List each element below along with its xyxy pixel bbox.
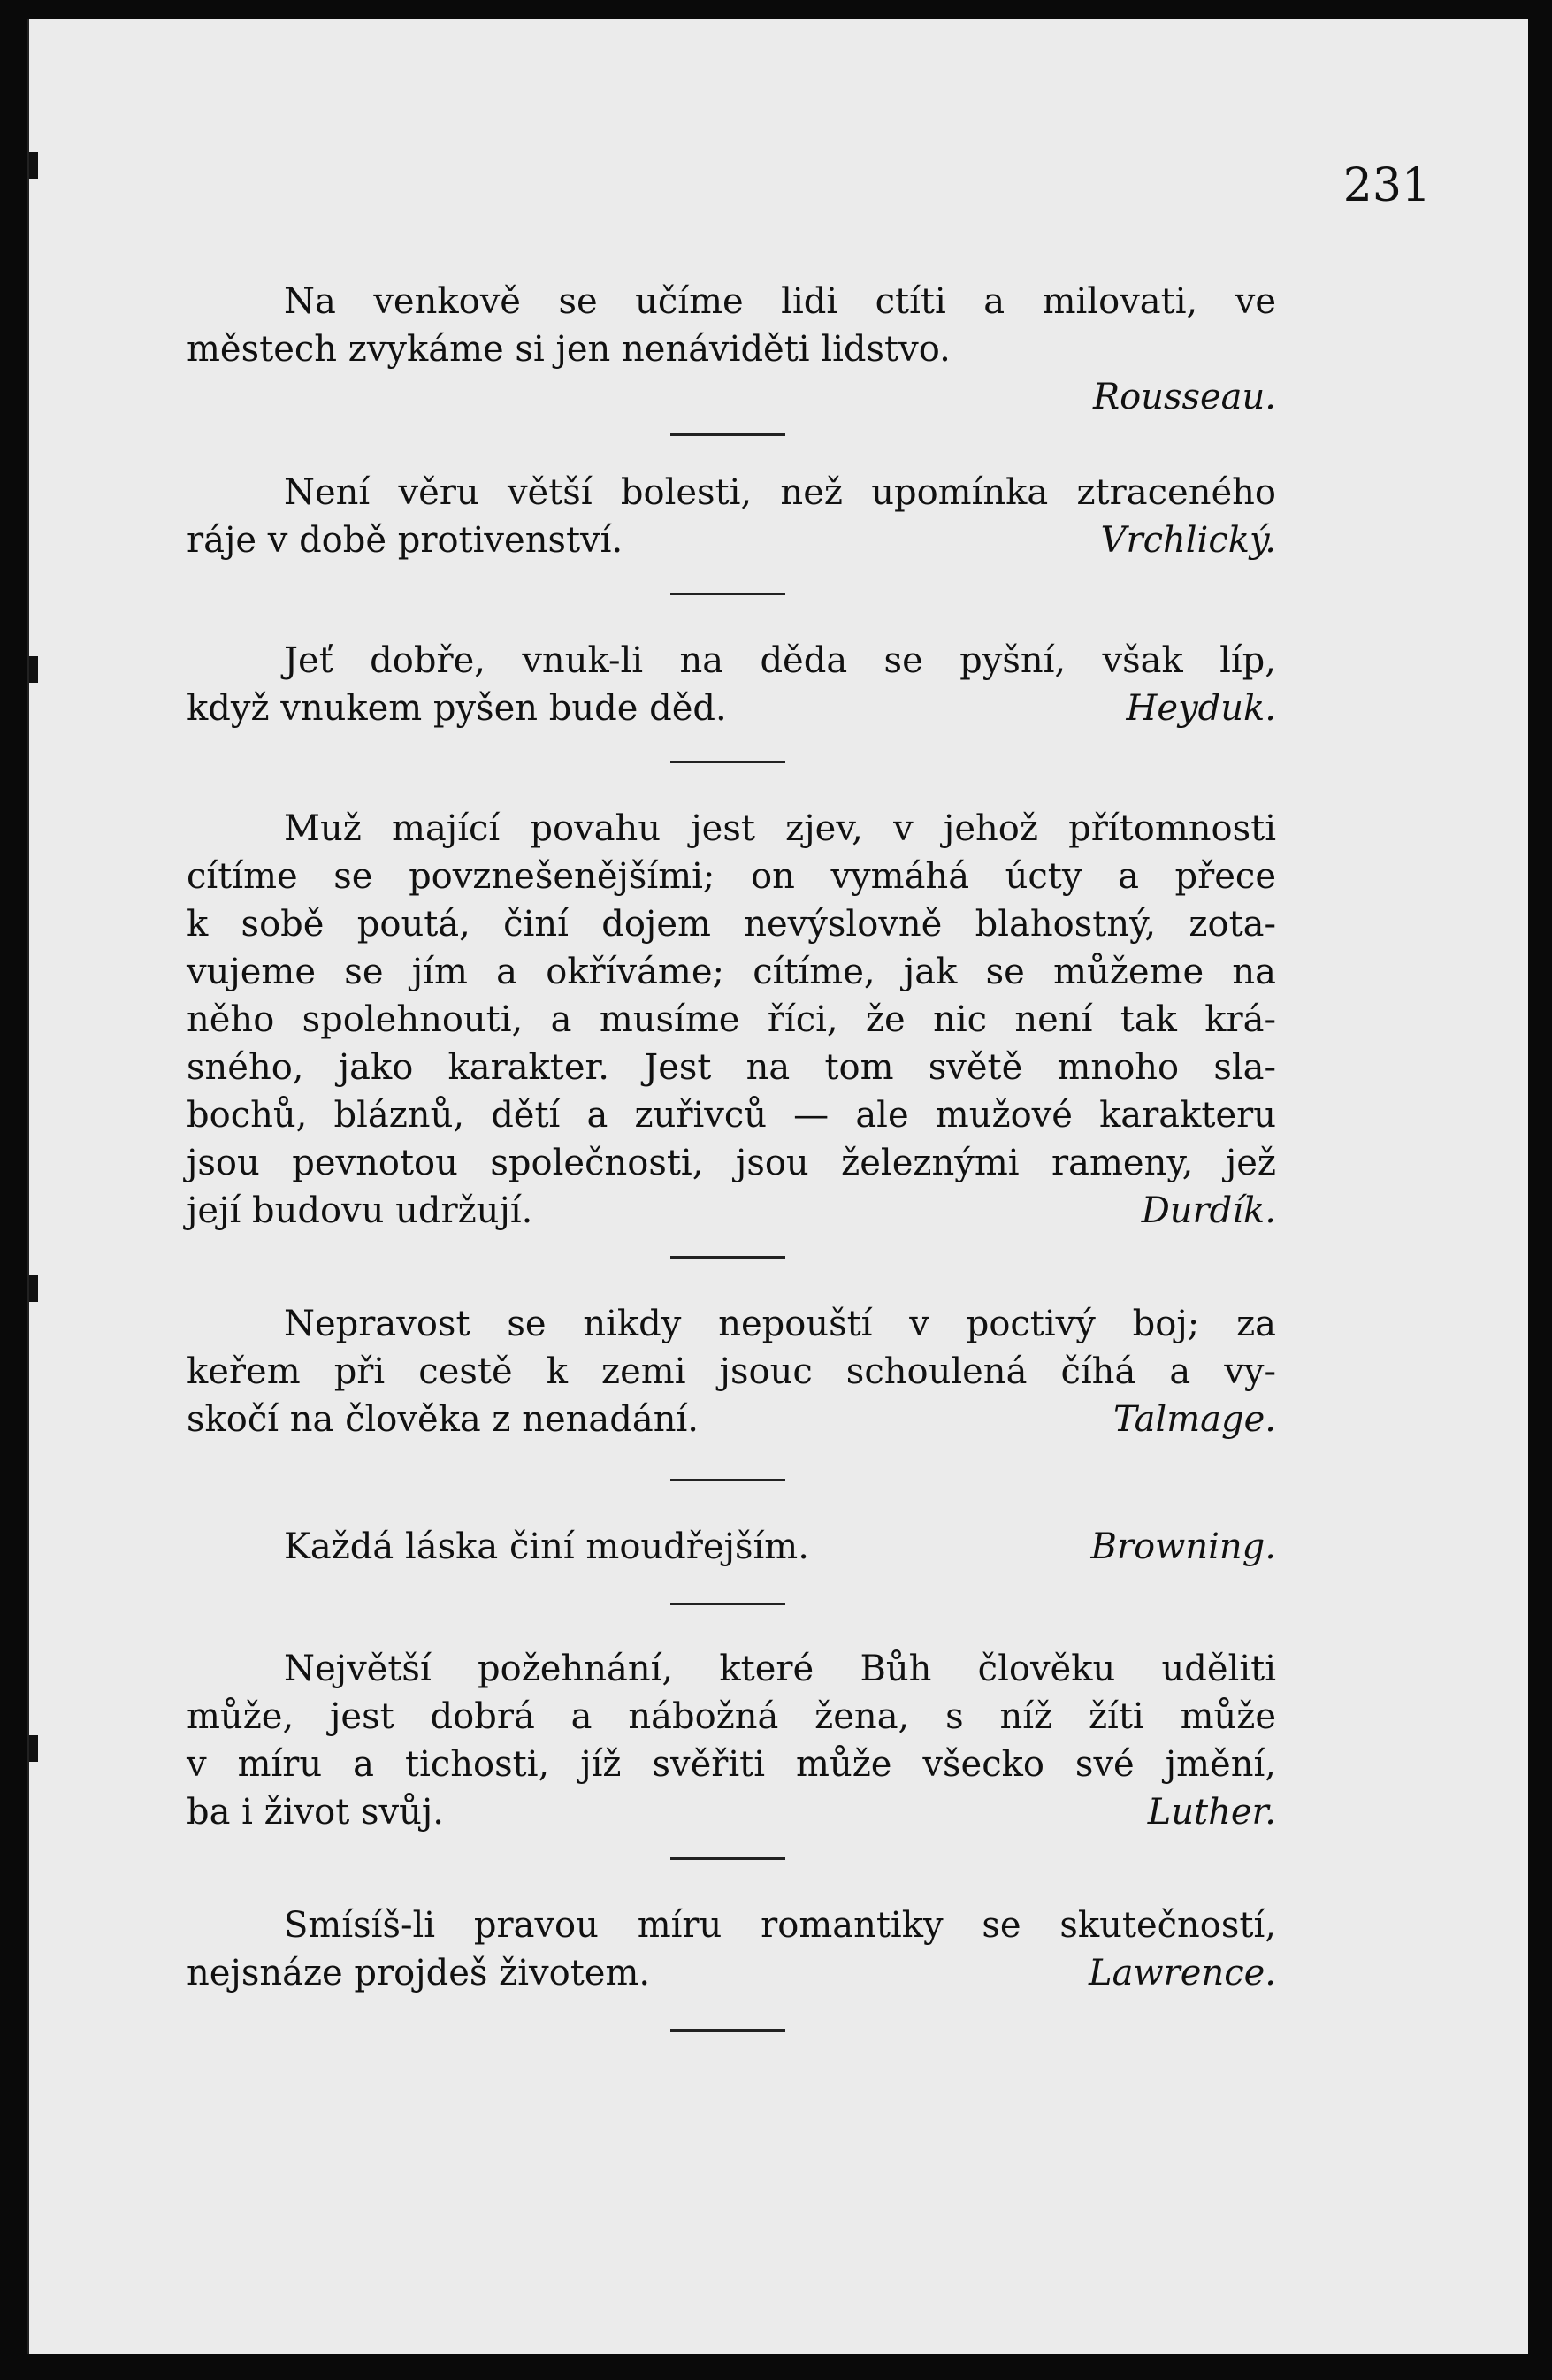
quote-line: bochů, bláznů, dětí a zuřivců — ale mužové karakteru [187, 1095, 1276, 1136]
quote-line: v míru a tichosti, jíž svěřiti může všecko své jmění, [187, 1744, 1276, 1785]
quote-line: její budovu udržují. [187, 1190, 533, 1231]
quote-author: Luther. [1147, 1792, 1276, 1833]
quote-author: Heyduk. [1126, 688, 1276, 729]
quote-author: Vrchlický. [1100, 520, 1276, 561]
quote-author: Browning. [1090, 1527, 1276, 1567]
quote-line: skočí na člověka z nenadání. [187, 1399, 699, 1440]
quote-author: Lawrence. [1089, 1953, 1276, 1994]
binding-mark [29, 656, 38, 683]
quote-line: Není věru větší bolesti, než upomínka ztraceného [284, 472, 1276, 513]
quote-author: Durdík. [1141, 1190, 1276, 1231]
quote-line: Jeť dobře, vnuk-li na děda se pyšní, však líp, [284, 640, 1276, 681]
separator [670, 593, 785, 595]
quote-line: městech zvykáme si jen nenáviděti lidstvo. [187, 329, 951, 370]
quote-author: Talmage. [1113, 1399, 1276, 1440]
separator [670, 1857, 785, 1860]
quote-line: sného, jako karakter. Jest na tom světě mnoho sla- [187, 1047, 1276, 1088]
separator [670, 433, 785, 436]
quote-1 [187, 278, 1276, 421]
separator [670, 1479, 785, 1481]
quote-line: Nepravost se nikdy nepouští v poctivý boj; za [284, 1304, 1276, 1344]
quote-line: keřem při cestě k zemi jsouc schoulená číhá a vy- [187, 1351, 1276, 1392]
quote-line: Největší požehnání, které Bůh člověku uděliti [284, 1649, 1276, 1689]
quote-3 [187, 637, 1276, 732]
separator [670, 761, 785, 763]
quote-line: Každá láska činí moudřejším. [284, 1527, 809, 1567]
binding-mark [29, 152, 38, 179]
quote-line: jsou pevnotou společnosti, jsou železnými rameny, jež [187, 1143, 1276, 1183]
quote-author: Rousseau. [1092, 377, 1276, 417]
quote-line: nejsnáze projdeš životem. [187, 1953, 651, 1994]
quote-line: k sobě poutá, činí dojem nevýslovně blahostný, zota- [187, 904, 1276, 945]
quote-5 [187, 1300, 1276, 1443]
quote-2 [187, 469, 1276, 564]
separator [670, 1256, 785, 1259]
quote-line: může, jest dobrá a nábožná žena, s níž žíti může [187, 1696, 1276, 1737]
binding-mark [29, 1735, 38, 1762]
quote-8 [187, 1902, 1276, 1997]
quote-line: když vnukem pyšen bude děd. [187, 688, 727, 729]
quote-7 [187, 1645, 1276, 1836]
quote-4 [187, 805, 1276, 1235]
quote-6 [187, 1523, 1276, 1571]
book-page [27, 19, 1528, 2354]
quote-line: cítíme se povznešenějšími; on vymáhá úcty a přece [187, 856, 1276, 897]
quote-line: ba i život svůj. [187, 1792, 445, 1833]
separator [670, 1603, 785, 1605]
binding-mark [29, 1275, 38, 1302]
separator [670, 2029, 785, 2032]
quote-line: Na venkově se učíme lidi ctíti a milovati, ve [284, 281, 1276, 322]
quote-line: něho spolehnouti, a musíme říci, že nic není tak krá- [187, 999, 1276, 1040]
quote-line: Smísíš-li pravou míru romantiky se skutečností, [284, 1905, 1276, 1946]
quote-line: vujeme se jím a okříváme; cítíme, jak se můžeme na [187, 952, 1276, 992]
page-number: 231 [1342, 159, 1431, 212]
quote-line: ráje v době protivenství. [187, 520, 623, 561]
quote-line: Muž mající povahu jest zjev, v jehož přítomnosti [284, 808, 1276, 849]
